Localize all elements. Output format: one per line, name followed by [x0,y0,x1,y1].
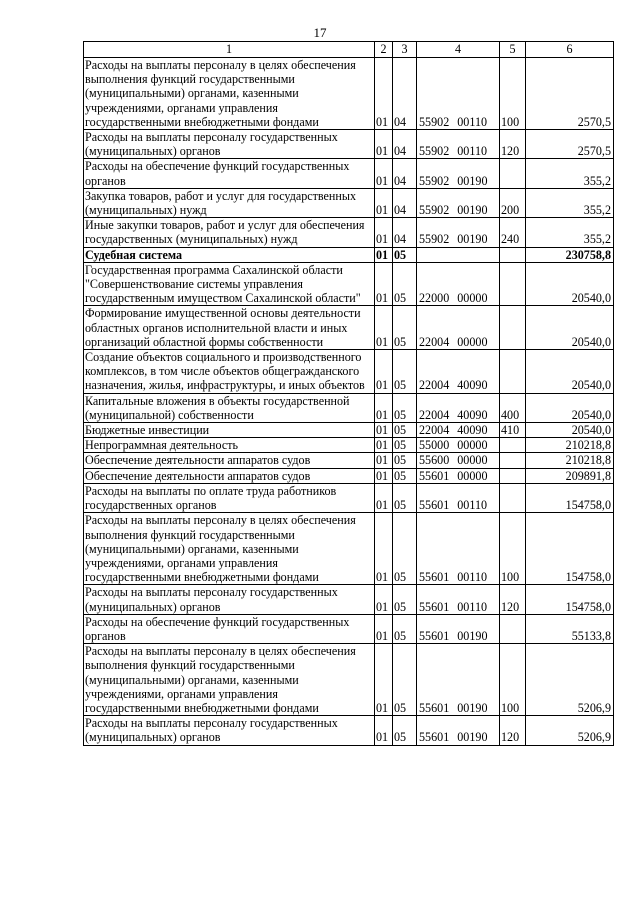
subsection-code-cell: 05 [393,306,417,350]
table-row [84,716,614,745]
target-article-cell: 55601 00190 [417,644,500,716]
section-code-cell: 01 [375,218,393,247]
expense-type-cell: 100 [500,644,526,716]
subsection-code-cell: 05 [393,513,417,585]
table-row [84,130,614,159]
section-code-cell: 01 [375,614,393,643]
section-code-cell: 01 [375,513,393,585]
target-article-cell: 55601 00110 [417,585,500,614]
target-article-cell: 55601 00000 [417,468,500,483]
amount-cell: 20540,0 [526,350,614,394]
subsection-code-cell: 04 [393,218,417,247]
table-row [84,513,614,585]
expense-name-cell: Закупка товаров, работ и услуг для государственных (муниципальных) нужд [84,188,375,217]
section-code-cell: 01 [375,716,393,745]
table-row [84,159,614,188]
section-code-cell: 01 [375,644,393,716]
expense-name-cell: Расходы на выплаты по оплате труда работников государственных органов [84,483,375,512]
expense-name-cell: Расходы на выплаты персоналу в целях обеспечения выполнения функций государственными (муниципальными) органами, казенными учреждениями, органами управления государственными внебюджетными фондами [84,644,375,716]
amount-cell: 210218,8 [526,453,614,468]
table-row [84,483,614,512]
subsection-code-cell: 05 [393,483,417,512]
amount-cell: 210218,8 [526,438,614,453]
target-article-cell: 22004 00000 [417,306,500,350]
amount-cell: 2570,5 [526,130,614,159]
subsection-code-cell: 05 [393,468,417,483]
amount-cell: 20540,0 [526,306,614,350]
expense-name-cell: Расходы на обеспечение функций государственных органов [84,159,375,188]
expense-type-cell: 100 [500,58,526,130]
expense-name-cell: Обеспечение деятельности аппаратов судов [84,468,375,483]
section-code-cell: 01 [375,423,393,438]
table-header-row [84,42,614,58]
expense-name-cell: Обеспечение деятельности аппаратов судов [84,453,375,468]
expense-type-cell [500,247,526,262]
amount-cell: 2570,5 [526,58,614,130]
subsection-code-cell: 05 [393,350,417,394]
section-code-cell: 01 [375,468,393,483]
amount-cell: 55133,8 [526,614,614,643]
section-code-cell: 01 [375,393,393,422]
expense-name-cell: Создание объектов социального и производственного комплексов, в том числе объектов общегражданского назначения, жилья, инфраструктуры, и иных объектов [84,350,375,394]
column-header: 6 [526,42,614,58]
subsection-code-cell: 04 [393,130,417,159]
expense-name-cell: Расходы на выплаты персоналу государственных (муниципальных) органов [84,130,375,159]
amount-cell: 20540,0 [526,262,614,306]
section-code-cell: 01 [375,453,393,468]
subsection-code-cell: 05 [393,716,417,745]
target-article-cell: 22004 40090 [417,393,500,422]
table-row [84,585,614,614]
expense-name-cell: Непрограммная деятельность [84,438,375,453]
amount-cell: 5206,9 [526,644,614,716]
table-row [84,644,614,716]
target-article-cell: 55600 00000 [417,453,500,468]
expense-type-cell: 100 [500,513,526,585]
target-article-cell: 55902 00110 [417,58,500,130]
subsection-code-cell: 05 [393,438,417,453]
expense-type-cell [500,159,526,188]
amount-cell: 5206,9 [526,716,614,745]
expense-name-cell: Расходы на обеспечение функций государственных органов [84,614,375,643]
page-number: 17 [313,25,327,40]
subsection-code-cell: 04 [393,58,417,130]
expense-type-cell [500,453,526,468]
subsection-code-cell: 04 [393,159,417,188]
target-article-cell: 22004 40090 [417,423,500,438]
subsection-code-cell: 05 [393,453,417,468]
subsection-code-cell: 05 [393,614,417,643]
table-row [84,350,614,394]
section-code-cell: 01 [375,247,393,262]
expense-type-cell: 400 [500,393,526,422]
subsection-code-cell: 05 [393,585,417,614]
section-code-cell: 01 [375,130,393,159]
section-code-cell: 01 [375,438,393,453]
amount-cell: 154758,0 [526,585,614,614]
section-code-cell: 01 [375,159,393,188]
expense-type-cell: 120 [500,585,526,614]
amount-cell: 355,2 [526,218,614,247]
expense-name-cell: Расходы на выплаты персоналу государственных (муниципальных) органов [84,585,375,614]
table-row [84,218,614,247]
expense-type-cell: 120 [500,130,526,159]
column-header: 3 [393,42,417,58]
table-row [84,438,614,453]
subsection-code-cell: 05 [393,423,417,438]
expense-name-cell: Капитальные вложения в объекты государственной (муниципальной) собственности [84,393,375,422]
amount-cell: 20540,0 [526,423,614,438]
section-code-cell: 01 [375,585,393,614]
target-article-cell: 55902 00190 [417,218,500,247]
amount-cell: 230758,8 [526,247,614,262]
section-code-cell: 01 [375,483,393,512]
expense-type-cell: 120 [500,716,526,745]
table-row [84,306,614,350]
table-row [84,468,614,483]
table-row [84,247,614,262]
expense-name-cell: Судебная система [84,247,375,262]
expense-type-cell [500,262,526,306]
table-row [84,393,614,422]
expense-name-cell: Бюджетные инвестиции [84,423,375,438]
target-article-cell: 55601 00190 [417,614,500,643]
target-article-cell: 55902 00190 [417,159,500,188]
target-article-cell: 55902 00190 [417,188,500,217]
target-article-cell: 55601 00110 [417,513,500,585]
expense-name-cell: Формирование имущественной основы деятельности областных органов исполнительной власти и иных организаций областной формы собственности [84,306,375,350]
target-article-cell: 22000 00000 [417,262,500,306]
table-row [84,262,614,306]
amount-cell: 209891,8 [526,468,614,483]
target-article-cell: 55000 00000 [417,438,500,453]
subsection-code-cell: 05 [393,393,417,422]
subsection-code-cell: 04 [393,188,417,217]
section-code-cell: 01 [375,350,393,394]
section-code-cell: 01 [375,58,393,130]
section-code-cell: 01 [375,188,393,217]
table-row [84,614,614,643]
subsection-code-cell: 05 [393,247,417,262]
expense-type-cell [500,438,526,453]
amount-cell: 154758,0 [526,483,614,512]
column-header: 1 [84,42,375,58]
column-header: 2 [375,42,393,58]
expense-name-cell: Иные закупки товаров, работ и услуг для обеспечения государственных (муниципальных) нужд [84,218,375,247]
budget-table [83,41,614,746]
expense-name-cell: Расходы на выплаты персоналу в целях обеспечения выполнения функций государственными (муниципальными) органами, казенными учреждениями, органами управления государственными внебюджетными фондами [84,58,375,130]
table-row [84,423,614,438]
column-header: 4 [417,42,500,58]
expense-type-cell [500,350,526,394]
subsection-code-cell: 05 [393,644,417,716]
column-header: 5 [500,42,526,58]
expense-type-cell [500,468,526,483]
section-code-cell: 01 [375,306,393,350]
expense-type-cell [500,483,526,512]
table-row [84,188,614,217]
table-body [84,58,614,746]
expense-type-cell: 240 [500,218,526,247]
target-article-cell [417,247,500,262]
amount-cell: 355,2 [526,159,614,188]
section-code-cell: 01 [375,262,393,306]
expense-type-cell [500,614,526,643]
expense-type-cell [500,306,526,350]
amount-cell: 20540,0 [526,393,614,422]
amount-cell: 154758,0 [526,513,614,585]
subsection-code-cell: 05 [393,262,417,306]
target-article-cell: 22004 40090 [417,350,500,394]
target-article-cell: 55601 00110 [417,483,500,512]
expense-type-cell: 200 [500,188,526,217]
expense-name-cell: Государственная программа Сахалинской области "Совершенствование системы управления государственным имуществом Сахалинской области" [84,262,375,306]
expense-type-cell: 410 [500,423,526,438]
target-article-cell: 55601 00190 [417,716,500,745]
target-article-cell: 55902 00110 [417,130,500,159]
expense-name-cell: Расходы на выплаты персоналу в целях обеспечения выполнения функций государственными (муниципальными) органами, казенными учреждениями, органами управления государственными внебюджетными фондами [84,513,375,585]
table-row [84,453,614,468]
amount-cell: 355,2 [526,188,614,217]
expense-name-cell: Расходы на выплаты персоналу государственных (муниципальных) органов [84,716,375,745]
table-row [84,58,614,130]
